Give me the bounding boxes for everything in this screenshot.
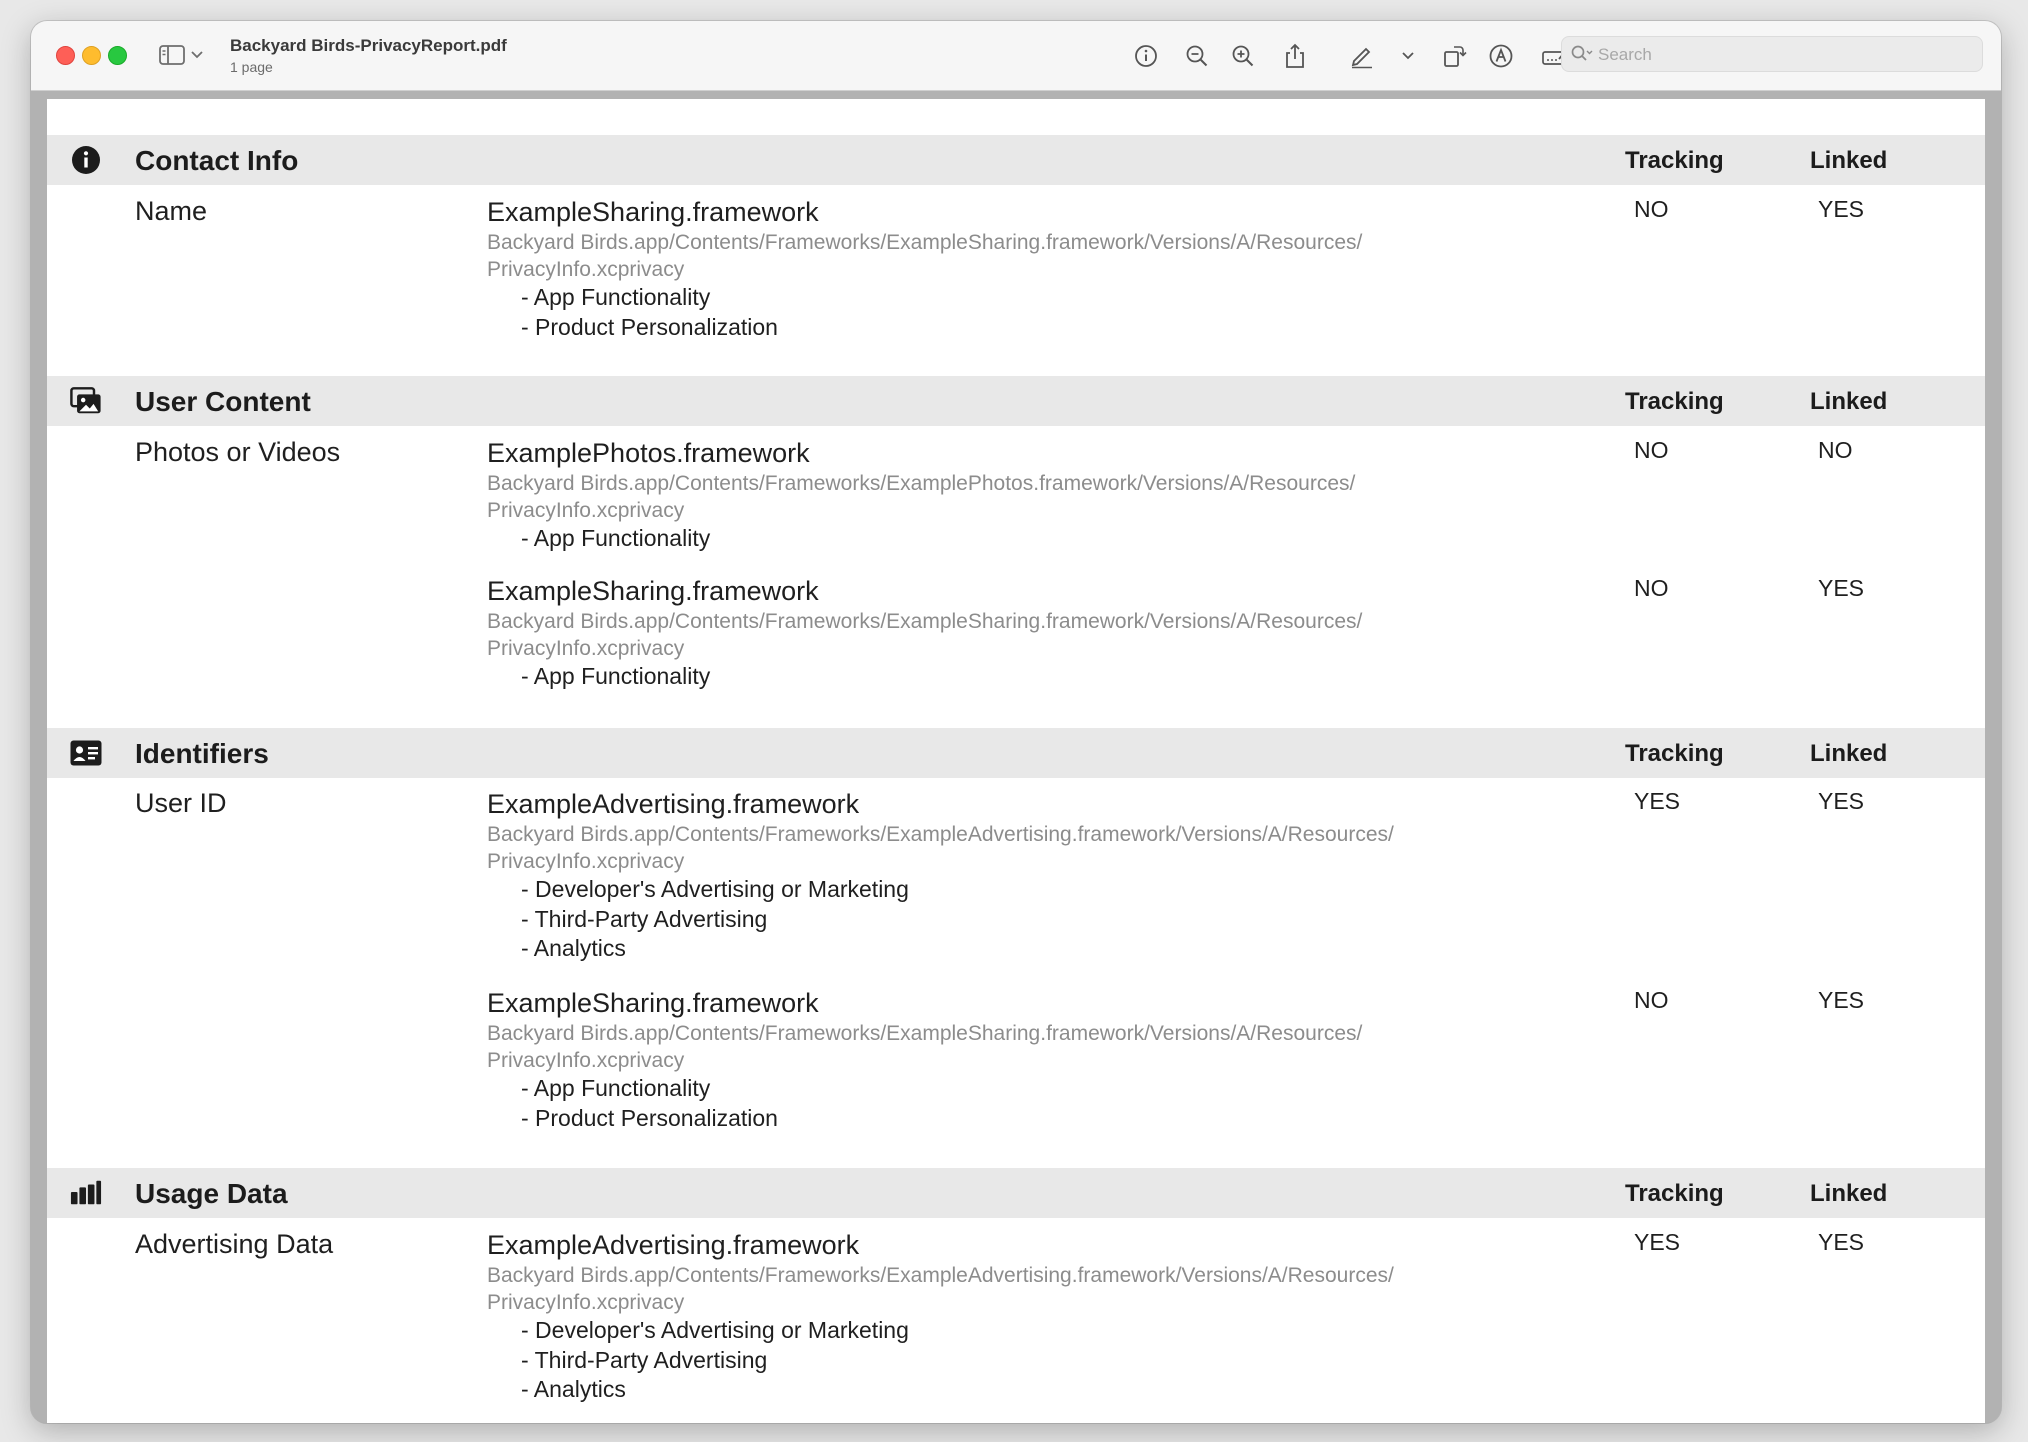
search-input[interactable] [1596, 41, 1970, 69]
purpose-item: - Product Personalization [521, 313, 778, 340]
tracking-column-label: Tracking [1625, 147, 1724, 174]
framework-path: Backyard Birds.app/Contents/Frameworks/ExampleSharing.framework/Versions/A/Resources/ [487, 1022, 1363, 1045]
framework-entry [487, 574, 1547, 692]
framework-name: ExampleSharing.framework [487, 197, 819, 227]
linked-value: YES [1818, 987, 1865, 1013]
linked-value: YES [1818, 575, 1865, 601]
purpose-item: - App Functionality [521, 525, 711, 551]
rotate-button[interactable] [1439, 41, 1469, 71]
tracking-column-label: Tracking [1625, 388, 1724, 415]
share-button[interactable] [1280, 41, 1310, 71]
framework-path-file: PrivacyInfo.xcprivacy [487, 1291, 685, 1314]
sidebar-toggle-button[interactable] [159, 43, 209, 67]
share-icon [1283, 43, 1307, 69]
markup-options-button[interactable] [1393, 41, 1423, 71]
purpose-item: - App Functionality [521, 284, 711, 310]
zoom-in-icon [1231, 44, 1255, 68]
section-header-contact-info [47, 135, 1985, 185]
framework-entry [487, 1228, 1547, 1405]
annotate-button[interactable] [1486, 41, 1516, 71]
linked-value: NO [1818, 437, 1853, 463]
purpose-item: - Analytics [521, 935, 626, 961]
section-title: User Content [135, 386, 311, 417]
framework-entry [487, 787, 1547, 964]
section-header-usage-data [47, 1168, 1985, 1218]
title-bar [31, 21, 2001, 91]
bar-chart-icon [70, 1177, 102, 1209]
rotate-icon [1441, 43, 1467, 69]
tracking-value: NO [1634, 987, 1669, 1013]
purpose-item: - Product Personalization [521, 1104, 778, 1131]
purpose-item: - Developer's Advertising or Marketing [521, 876, 909, 902]
chevron-down-icon [191, 51, 203, 59]
section-title: Identifiers [135, 738, 269, 769]
linked-column-label: Linked [1810, 1180, 1888, 1207]
section-header-identifiers [47, 728, 1985, 778]
linked-value: YES [1818, 1229, 1865, 1255]
search-icon [1570, 44, 1594, 64]
section-title: Contact Info [135, 145, 299, 176]
pdf-page [47, 99, 1985, 1423]
section-title: Usage Data [135, 1178, 288, 1209]
framework-path-file: PrivacyInfo.xcprivacy [487, 258, 685, 281]
info-circle-icon [70, 144, 102, 176]
close-window-button[interactable] [56, 46, 75, 65]
framework-path: Backyard Birds.app/Contents/Frameworks/ExampleSharing.framework/Versions/A/Resources/ [487, 610, 1363, 633]
framework-name: ExamplePhotos.framework [487, 438, 810, 468]
zoom-window-button[interactable] [108, 46, 127, 65]
linked-value: YES [1818, 196, 1865, 222]
framework-name: ExampleAdvertising.framework [487, 1230, 860, 1260]
framework-path: Backyard Birds.app/Contents/Frameworks/ExampleAdvertising.framework/Versions/A/Resources/ [487, 823, 1394, 846]
markup-pen-icon [1349, 43, 1375, 69]
purpose-item: - Developer's Advertising or Marketing [521, 1317, 909, 1343]
sidebar-icon [159, 45, 185, 65]
framework-entry [487, 436, 1547, 554]
tracking-value: NO [1634, 196, 1669, 222]
data-type-label: Photos or Videos [135, 437, 341, 467]
linked-column-label: Linked [1810, 147, 1888, 174]
document-title: Backyard Birds-PrivacyReport.pdf [230, 36, 507, 55]
search-field[interactable] [1561, 36, 1983, 72]
chevron-down-icon [1402, 52, 1414, 60]
purpose-item: - Third-Party Advertising [521, 1346, 768, 1373]
data-type-label: Name [135, 196, 208, 226]
framework-path-file: PrivacyInfo.xcprivacy [487, 637, 685, 660]
minimize-window-button[interactable] [82, 46, 101, 65]
zoom-in-button[interactable] [1228, 41, 1258, 71]
zoom-out-button[interactable] [1182, 41, 1212, 71]
framework-path-file: PrivacyInfo.xcprivacy [487, 499, 685, 522]
framework-path: Backyard Birds.app/Contents/Frameworks/ExampleAdvertising.framework/Versions/A/Resources/ [487, 1264, 1394, 1287]
framework-path: Backyard Birds.app/Contents/Frameworks/ExamplePhotos.framework/Versions/A/Resources/ [487, 472, 1356, 495]
framework-name: ExampleAdvertising.framework [487, 789, 860, 819]
annotate-icon [1488, 43, 1514, 69]
framework-entry [487, 195, 1547, 342]
zoom-out-icon [1185, 44, 1209, 68]
document-page-count: 1 page [230, 59, 273, 75]
purpose-item: - App Functionality [521, 1075, 711, 1101]
id-card-icon [70, 737, 102, 769]
framework-name: ExampleSharing.framework [487, 576, 819, 606]
preview-window [31, 21, 2001, 1423]
framework-path-file: PrivacyInfo.xcprivacy [487, 1049, 685, 1072]
linked-value: YES [1818, 788, 1865, 814]
data-type-label: User ID [135, 788, 227, 818]
tracking-value: YES [1634, 1229, 1681, 1255]
linked-column-label: Linked [1810, 388, 1888, 415]
linked-column-label: Linked [1810, 740, 1888, 767]
tracking-column-label: Tracking [1625, 1180, 1724, 1207]
info-icon [1134, 44, 1158, 68]
purpose-item: - Analytics [521, 1376, 626, 1402]
framework-name: ExampleSharing.framework [487, 988, 819, 1018]
framework-entry [487, 986, 1547, 1133]
section-header-user-content [47, 376, 1985, 426]
markup-button[interactable] [1347, 41, 1377, 71]
photos-icon [70, 385, 102, 417]
purpose-item: - App Functionality [521, 663, 711, 689]
framework-path-file: PrivacyInfo.xcprivacy [487, 850, 685, 873]
tracking-value: NO [1634, 575, 1669, 601]
tracking-column-label: Tracking [1625, 740, 1724, 767]
tracking-value: NO [1634, 437, 1669, 463]
info-button[interactable] [1131, 41, 1161, 71]
framework-path: Backyard Birds.app/Contents/Frameworks/ExampleSharing.framework/Versions/A/Resources/ [487, 231, 1363, 254]
purpose-item: - Third-Party Advertising [521, 905, 768, 932]
tracking-value: YES [1634, 788, 1681, 814]
data-type-label: Advertising Data [135, 1229, 334, 1259]
